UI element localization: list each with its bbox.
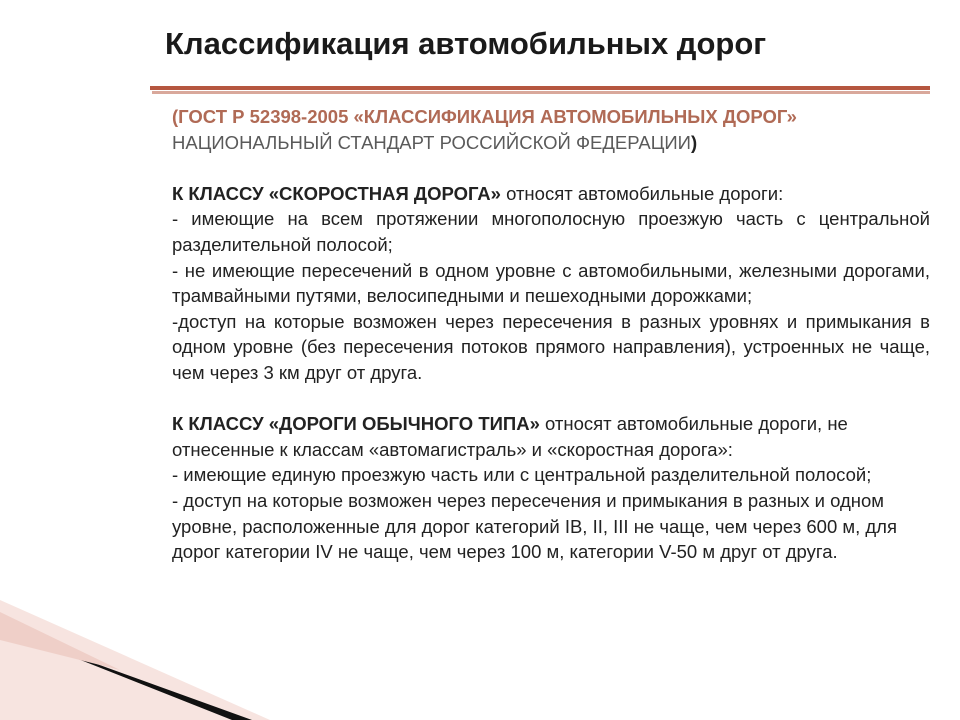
title-underline [150, 86, 930, 90]
section2-heading [172, 411, 930, 462]
gost-closing-paren: ) [690, 131, 698, 153]
section1-heading-bold: К КЛАССУ «СКОРОСТНАЯ ДОРОГА» [172, 182, 501, 204]
spacer [172, 155, 930, 181]
gost-reference: (ГОСТ Р 52398-2005 «КЛАССИФИКАЦИЯ АВТОМОБИЛЬНЫХ ДОРОГ» [172, 106, 797, 127]
section1-item: -доступ на которые возможен через пересечения в разных уровнях и примыкания в одном уровне (без пересечения потоков прямого направления), устроенных не чаще, чем через 3 км друг от друга. [172, 310, 930, 383]
gost-standard-text: НАЦИОНАЛЬНЫЙ СТАНДАРТ РОССИЙСКОЙ ФЕДЕРАЦИИ [172, 131, 691, 153]
section2-heading-rest: относят автомобильные дороги, не отнесенные к классам «автомагистраль» и «скоростная дорога»: [172, 413, 848, 460]
section2-item: - имеющие единую проезжую часть или с центральной разделительной полосой; [172, 464, 872, 486]
spacer [172, 386, 930, 412]
gost-standard-line [172, 130, 930, 156]
section1-item: - имеющие на всем протяжении многополосную проезжую часть с центральной разделительной полосой; [172, 208, 930, 255]
section1-item: - не имеющие пересечений в одном уровне с автомобильными, железными дорогами, трамвайными путями, велосипедными и пешеходными дорожками; [172, 259, 930, 307]
section2-item: - доступ на которые возможен через пересечения и примыкания в разных и одном уровне, расположенные для дорог категорий IB, II, III не чаще, чем через 600 м, для дорог категории IV не чаще, чем через 100 м, категории V-50 м друг от друга. [172, 489, 897, 563]
section1-heading [172, 181, 930, 207]
section2-heading-bold: К КЛАССУ «ДОРОГИ ОБЫЧНОГО ТИПА» [172, 413, 540, 435]
section1-heading-rest: относят автомобильные дороги: [500, 182, 784, 204]
page-title: Классификация автомобильных дорог [165, 26, 767, 61]
slide-body [172, 104, 930, 565]
title-underline-shadow [152, 91, 930, 94]
decorative-wedge-light [0, 600, 270, 720]
